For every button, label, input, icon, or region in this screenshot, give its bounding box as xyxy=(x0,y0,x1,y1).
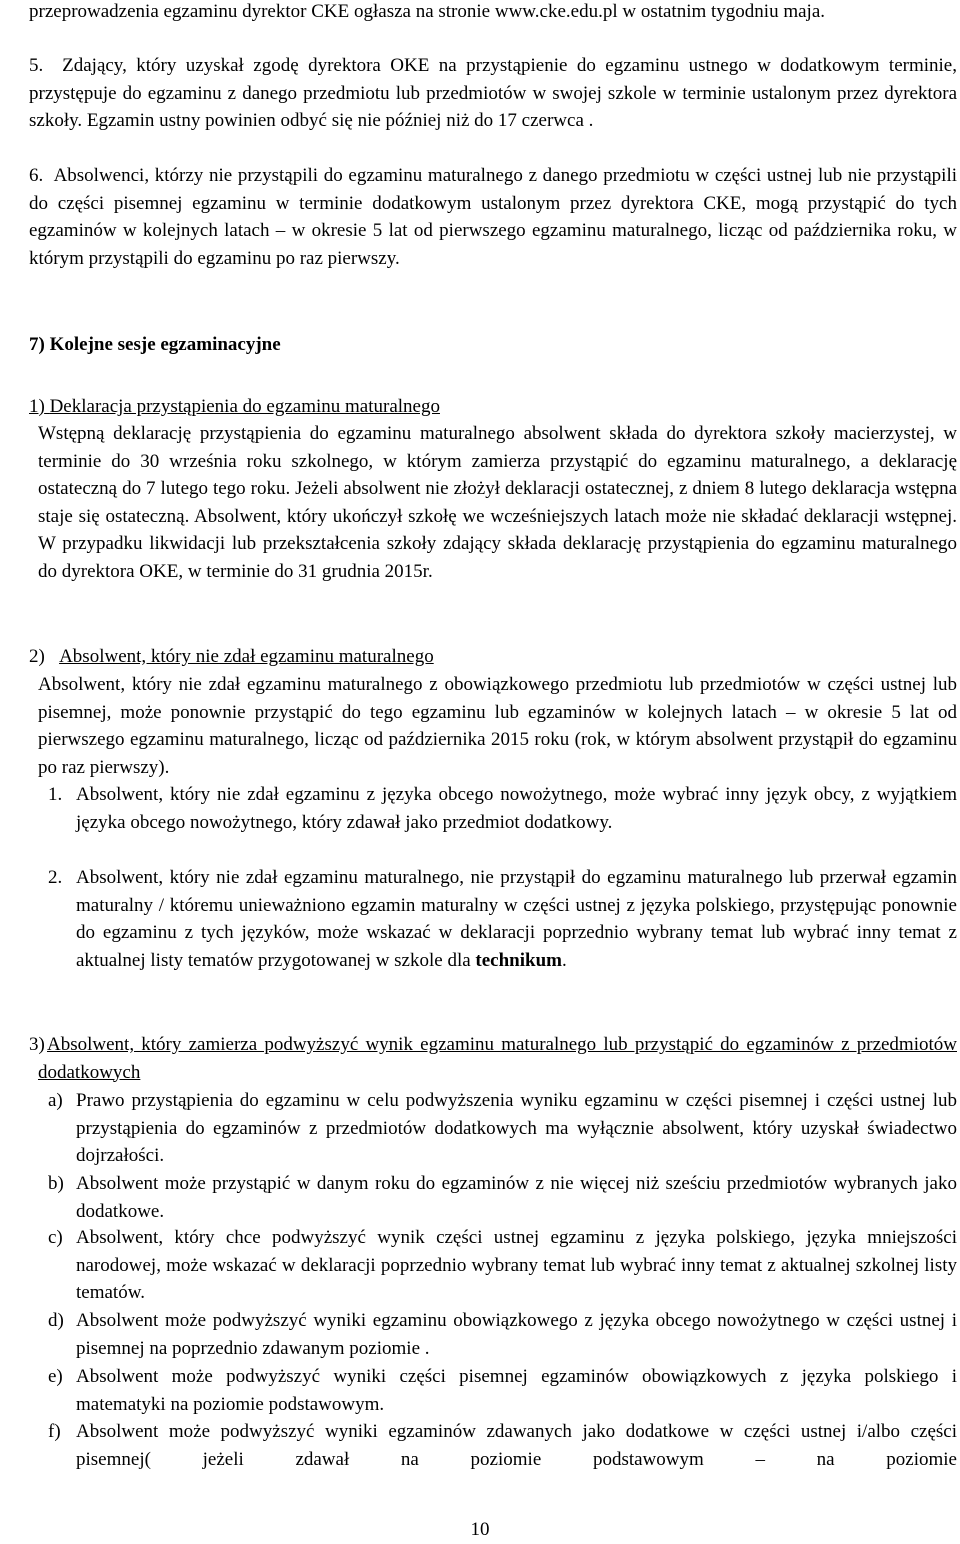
paragraph-number: 6. xyxy=(29,165,44,186)
subsection-1-body: Wstępną deklarację przystąpienia do egzaminu maturalnego absolwent składa do dyrektora szkoły macierzystej, w terminie do 30 września roku szkolnego, w którym zamierza przystąpić do egzaminu maturalnego, a deklarację ostateczną do 7 lutego tego roku. Jeżeli absolwent nie złożył deklaracji ostatecznej, z dniem 8 lutego deklaracja wstępna staje się ostateczną. Absolwent, który ukończył szkołę we wcześniejszych latach może nie składać deklaracji wstępnej. W przypadku likwidacji lub przekształcenia szkoły zdający składa deklarację przystąpienia do egzaminu maturalnego do dyrektora OKE, w terminie do 31 grudnia 2015r. xyxy=(38,423,957,582)
subsection-number: 3) xyxy=(29,1034,45,1055)
paragraph-text: Zdający, który uzyskał zgodę dyrektora OKE na przystąpienie do egzaminu ustnego w dodatkowym terminie, przystępuje do egzaminu z danego przedmiotu lub przedmiotów w swojej szkole w terminie ustalonym przez dyrektora szkoły. Egzamin ustny powinien odbyć się nie później niż do 17 czerwca . xyxy=(29,55,957,132)
list-item xyxy=(48,781,957,836)
list-item-number: 2. xyxy=(48,867,63,888)
subsection-2-body: Absolwent, który nie zdał egzaminu maturalnego z obowiązkowego przedmiotu lub przedmiotów w części ustnej lub pisemnej, może ponownie przystąpić do tego egzaminu lub egzaminów w kolejnych latach – w okresie 5 lat od pierwszego egzaminu maturalnego, licząc od października 2015 roku (rok, w którym absolwent przystąpił do egzaminu po raz pierwszy). xyxy=(38,674,957,778)
paragraph-4-continuation xyxy=(29,0,957,26)
paragraph-text: Absolwenci, którzy nie przystąpili do egzaminu maturalnego z danego przedmiotu w części ustnej lub nie przystąpili do części pisemnej egzaminu w terminie dodatkowym ustalonym przez dyrektora CKE, mogą przystąpić do tych egzaminów w kolejnych latach – w okresie 5 lat od pierwszego egzaminu maturalnego, licząc od października roku, w którym przystąpili do egzaminu po raz pierwszy. xyxy=(29,165,957,269)
list-item-text: Absolwent może podwyższyć wyniki części pisemnej egzaminów obowiązkowych z języka polskiego i matematyki na poziomie podstawowym. xyxy=(76,1366,957,1415)
list-item xyxy=(48,1307,957,1362)
list-item-number: 1. xyxy=(48,784,63,805)
subsection-number: 2) xyxy=(29,646,45,667)
list-item xyxy=(48,1087,957,1170)
list-item-text: Absolwent, który nie zdał egzaminu maturalnego, nie przystąpił do egzaminu maturalnego lub przerwał egzamin maturalny / któremu unieważniono egzamin maturalny w części ustnej z języka polskiego, przystępując ponownie do egzaminu z tych języków, może wskazać w deklaracji poprzednio wybrany temat lub wybrać inny temat z aktualnej listy tematów przygotowanej w szkole dla xyxy=(76,867,957,971)
list-item-letter: e) xyxy=(48,1366,63,1387)
list-item-text: Absolwent, który chce podwyższyć wynik części ustnej egzaminu z języka polskiego, języka mniejszości narodowej, może wskazać w deklaracji poprzednio wybrany temat lub wybrać inny temat z aktualnej szkolnej listy tematów. xyxy=(76,1227,957,1304)
list-item xyxy=(48,864,957,974)
list-item xyxy=(48,1418,957,1473)
list-item-letter: b) xyxy=(48,1173,64,1194)
subsection-title: Absolwent, który zamierza podwyższyć wynik egzaminu maturalnego lub przystąpić do egzaminów z przedmiotów dodatkowych xyxy=(38,1034,957,1083)
subsection-1-title xyxy=(29,393,957,421)
subsection-title: Deklaracja przystąpienia do egzaminu maturalnego xyxy=(49,396,440,417)
subsection-title: Absolwent, który nie zdał egzaminu maturalnego xyxy=(59,646,434,667)
list-item xyxy=(48,1224,957,1307)
section-heading: 7) Kolejne sesje egzaminacyjne xyxy=(29,334,281,355)
list-item-text: Prawo przystąpienia do egzaminu w celu podwyższenia wyniku egzaminu w części pisemnej i części ustnej lub przystąpienia do egzaminów z przedmiotów dodatkowych ma wyłącznie absolwent, który uzyskał świadectwo dojrzałości. xyxy=(76,1090,957,1167)
subsection-2-title xyxy=(29,643,957,671)
emphasis-text: technikum xyxy=(475,949,562,971)
page-number: 10 xyxy=(470,1519,490,1540)
list-item-text: Absolwent może przystąpić w danym roku do egzaminów z nie więcej niż sześciu przedmiotów wybranych jako dodatkowe. xyxy=(76,1173,957,1222)
list-item-letter: a) xyxy=(48,1090,63,1111)
paragraph-6 xyxy=(29,162,957,272)
list-item-text: Absolwent może podwyższyć wyniki egzaminu obowiązkowego z języka obcego nowożytnego w części ustnej i pisemnej na poprzednio zdawanym poziomie . xyxy=(76,1310,957,1359)
list-item-letter: d) xyxy=(48,1310,64,1331)
subsection-number: 1) xyxy=(29,396,45,417)
list-item-text: Absolwent, który nie zdał egzaminu z języka obcego nowożytnego, może wybrać inny język obcy, z wyjątkiem języka obcego nowożytnego, który zdawał jako przedmiot dodatkowy. xyxy=(76,784,957,833)
paragraph-5 xyxy=(29,52,957,135)
list-item xyxy=(48,1363,957,1418)
list-item-tail: . xyxy=(562,949,567,971)
paragraph-number: 5. xyxy=(29,55,44,76)
list-item xyxy=(48,1170,957,1225)
list-item-letter: c) xyxy=(48,1227,63,1248)
subsection-3-title xyxy=(29,1031,957,1086)
paragraph-text: przeprowadzenia egzaminu dyrektor CKE ogłasza na stronie www.cke.edu.pl w ostatnim tygodniu maja. xyxy=(29,1,825,22)
list-item-text: Absolwent może podwyższyć wyniki egzaminów zdawanych jako dodatkowe w części ustnej i/albo części pisemnej( jeżeli zdawał na poziomie podstawowym – na poziomie xyxy=(76,1421,957,1470)
list-item-letter: f) xyxy=(48,1421,61,1442)
